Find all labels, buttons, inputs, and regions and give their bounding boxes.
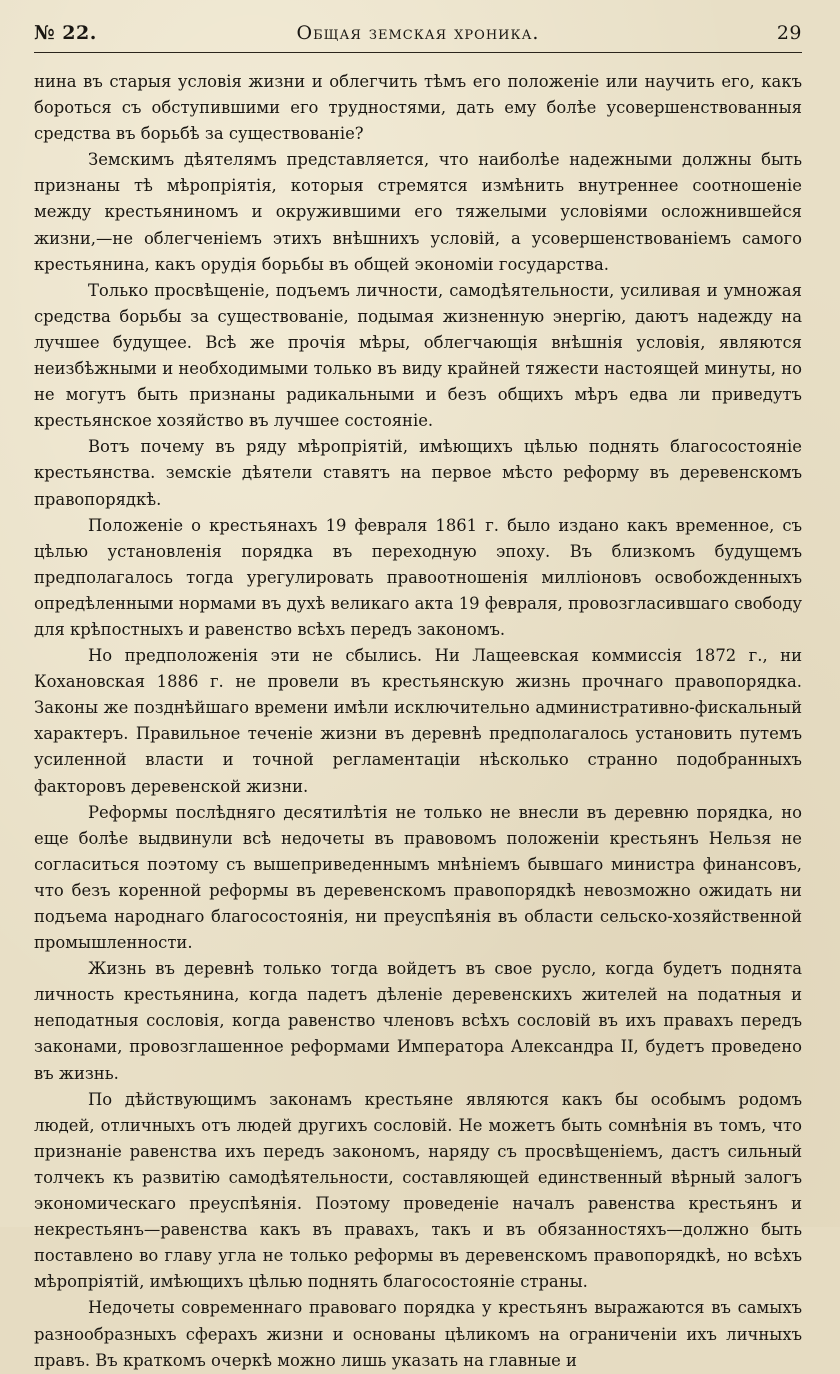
paragraph-6: Но предположенія эти не сбылись. Ни Лащеевская коммиссія 1872 г., ни Кохановская 1886 г. не провели въ крестьянскую жизнь прочнаго правопорядка. Законы же позднѣйшаго времени имѣли исключительно административно-фискальный характеръ. Правильное теченіе жизни въ деревнѣ предполагалось установить путемъ усиленной власти и точной регламентаціи нѣсколько странно подобранныхъ факторовъ деревенской жизни. — [34, 646, 802, 796]
paragraph-9: По дѣйствующимъ законамъ крестьяне являются какъ бы особымъ родомъ людей, отличныхъ отъ людей другихъ сословій. Не можетъ быть сомнѣнія въ томъ, что признаніе равенства ихъ передъ закономъ, наряду съ просвѣщеніемъ, дастъ сильный толчекъ къ развитію самодѣятельности, составляющей единственный вѣрный залогъ экономическаго преуспѣянія. Поэтому проведеніе началъ равенства крестьянъ и некрестьянъ—равенства какъ въ правахъ, такъ и въ обязанностяхъ—должно быть поставлено во главу угла не только реформы въ деревенскомъ правопорядкѣ, но всѣхъ мѣропріятій, имѣющихъ цѣлью поднять благосостояніе страны. — [34, 1089, 802, 1292]
paragraph-7: Реформы послѣдняго десятилѣтія не только не внесли въ деревню порядка, но еще болѣе выдвинули всѣ недочеты въ правовомъ положеніи крестьянъ Нельзя не согласиться поэтому съ вышеприведеннымъ мнѣніемъ бывшаго министра финансовъ, что безъ коренной реформы въ деревенскомъ правопорядкѣ невозможно ожидать ни подъема народнаго благосостоянія, ни преуспѣянія въ области сельско-хозяйственной промышленности. — [34, 802, 802, 953]
paragraph-2: Земскимъ дѣятелямъ представляется, что наиболѣе надежными должны быть признаны тѣ мѣропріятія, которыя стремятся измѣнить внутреннее соотношеніе между крестьяниномъ и окружившими его тяжелыми условіями осложнившейся жизни,—не облегченіемъ этихъ внѣшнихъ условій, а усовершенствованіемъ самого крестьянина, какъ орудія борьбы въ общей экономіи государства. — [34, 150, 802, 274]
paragraph-10: Недочеты современнаго правоваго порядка у крестьянъ выражаются въ самыхъ разнообразныхъ сферахъ жизни и основаны цѣликомъ на ограниченіи ихъ личныхъ правъ. Въ краткомъ очеркѣ можно лишь указать на главные и — [34, 1298, 802, 1370]
running-head — [34, 22, 802, 50]
paragraph-8: Жизнь въ деревнѣ только тогда войдетъ въ свое русло, когда будетъ поднята личность крестьянина, когда падетъ дѣленіе деревенскихъ жителей на податныя и неподатныя сословія, когда равенство членовъ всѣхъ сословій въ ихъ правахъ передъ законами, провозглашенное реформами Императора Александра II, будетъ проведено въ жизнь. — [34, 959, 802, 1083]
paragraph-1: нина въ старыя условія жизни и облегчить тѣмъ его положеніе или научить его, какъ бороться съ обступившими его трудностями, дать ему болѣе усовершенствованныя средства въ борьбѣ за существованіе? — [34, 72, 802, 144]
issue-number: № 22. — [34, 22, 97, 44]
paragraph-3: Только просвѣщеніе, подъемъ личности, самодѣятельности, усиливая и умножая средства борьбы за существованіе, подымая жизненную энергію, даютъ надежду на лучшее будущее. Всѣ же прочія мѣры, облегчающія внѣшнія условія, являются неизбѣжными и необходимыми только въ виду крайней тяжести настоящей минуты, но не могутъ быть признаны радикальными и безъ общихъ мѣръ едва ли приведутъ крестьянское хозяйство въ лучшее состояніе. — [34, 280, 802, 431]
page-number: 29 — [776, 22, 802, 44]
header-rule — [34, 52, 802, 53]
paragraph-5: Положеніе о крестьянахъ 19 февраля 1861 г. было издано какъ временное, съ цѣлью установленія порядка въ переходную эпоху. Въ близкомъ будущемъ предполагалось тогда урегулировать правоотношенія милліоновъ освобожденныхъ опредѣленными нормами въ духѣ великаго акта 19 февраля, провозгласившаго свободу для крѣпостныхъ и равенство всѣхъ передъ закономъ. — [34, 515, 802, 639]
article-body — [34, 69, 802, 1374]
running-title: Общая земская хроника. — [296, 22, 540, 44]
paragraph-4: Вотъ почему въ ряду мѣропріятій, имѣющихъ цѣлью поднять благосостояніе крестьянства. земскіе дѣятели ставятъ на первое мѣсто реформу въ деревенскомъ правопорядкѣ. — [34, 437, 802, 509]
